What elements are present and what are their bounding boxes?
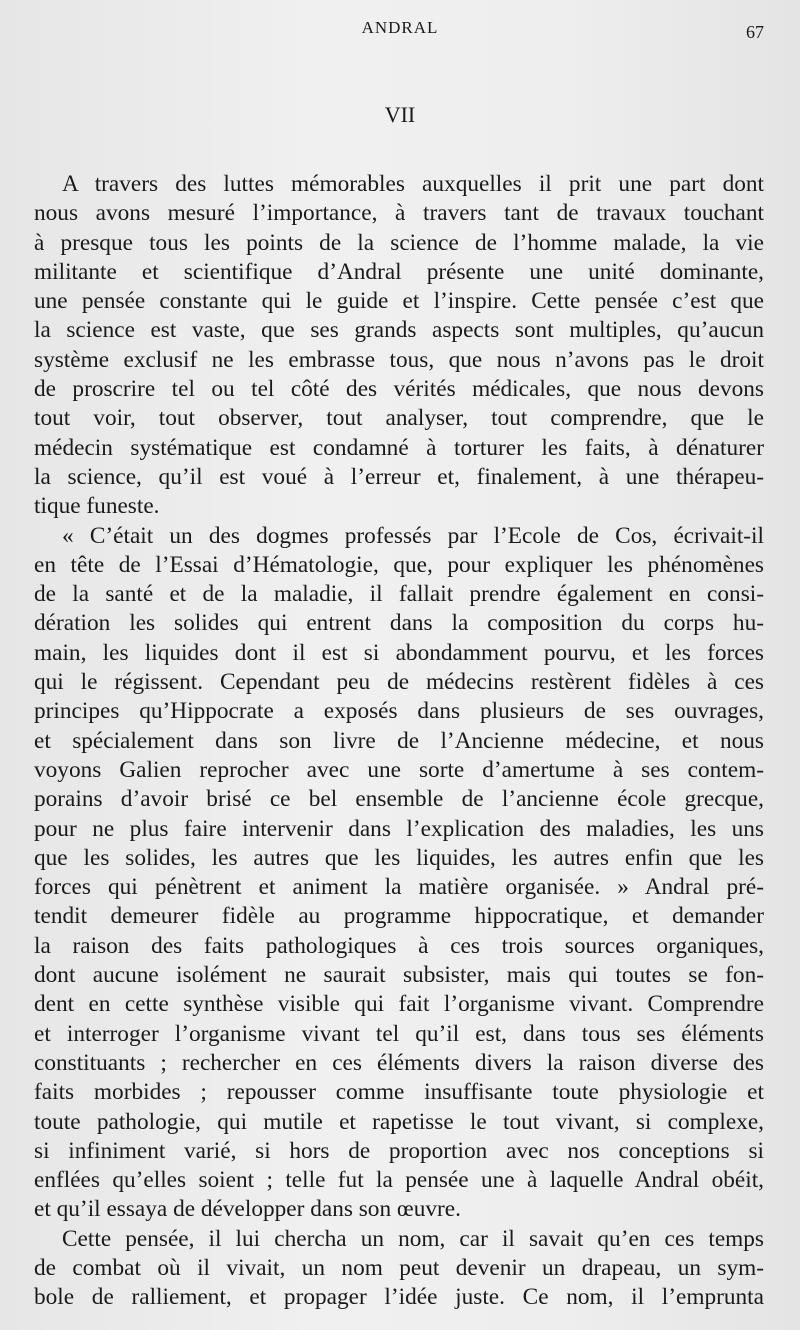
text-line: main, les liquides dont il est si abondamment pourvu, et les forces	[34, 639, 764, 666]
text-line: qui le régissent. Cependant peu de médecins restèrent fidèles à ces	[34, 669, 764, 696]
text-line: tique funeste.	[34, 493, 160, 520]
text-line: la science, qu’il est voué à l’erreur et, finalement, à une thérapeu-	[34, 463, 764, 490]
text-line: tendit demeurer fidèle au programme hippocratique, et demander	[34, 903, 764, 930]
text-line: une pensée constante qui le guide et l’inspire. Cette pensée c’est que	[34, 288, 764, 315]
text-line: dont aucune isolément ne saurait subsister, mais qui toutes se fon-	[34, 962, 764, 989]
text-line: A travers des luttes mémorables auxquelles il prit une part dont	[62, 171, 764, 197]
text-line: principes qu’Hippocrate a exposés dans plusieurs de ses ouvrages,	[34, 698, 764, 725]
text-line: « C’était un des dogmes professés par l’Ecole de Cos, écrivait-il	[62, 522, 764, 549]
text-line: enflées qu’elles soient ; telle fut la pensée une à laquelle Andral obéit,	[34, 1167, 764, 1194]
text-line: et qu’il essaya de développer dans son œuvre.	[34, 1196, 461, 1223]
text-line: faits morbides ; repousser comme insuffisante toute physiologie et	[34, 1079, 764, 1106]
text-line: de combat où il vivait, un nom peut devenir un drapeau, un sym-	[34, 1254, 764, 1281]
text-line: toute pathologie, qui mutile et rapetisse le tout vivant, si complexe,	[34, 1108, 764, 1135]
text-line: militante et scientifique d’Andral présente une unité dominante,	[34, 258, 764, 285]
text-line: Cette pensée, il lui chercha un nom, car il savait qu’en ces temps	[62, 1225, 764, 1252]
text-line: si infiniment varié, si hors de proportion avec nos conceptions si	[34, 1137, 764, 1164]
text-line: de proscrire tel ou tel côté des vérités médicales, que nous devons	[34, 376, 764, 403]
text-line: à presque tous les points de la science de l’homme malade, la vie	[34, 229, 764, 256]
text-line: la science est vaste, que ses grands aspects sont multiples, qu’aucun	[34, 317, 764, 344]
text-line: forces qui pénètrent et animent la matière organisée. » Andral pré-	[34, 874, 764, 901]
text-line: et spécialement dans son livre de l’Ancienne médecine, et nous	[34, 727, 764, 754]
text-line: voyons Galien reprocher avec une sorte d’amertume à ses contem-	[34, 756, 764, 783]
text-line: dération les solides qui entrent dans la composition du corps hu-	[34, 610, 764, 637]
text-line: la raison des faits pathologiques à ces trois sources organiques,	[34, 932, 764, 959]
text-line: que les solides, les autres que les liquides, les autres enfin que les	[34, 844, 764, 871]
page-header	[0, 18, 800, 48]
text-line: porains d’avoir brisé ce bel ensemble de l’ancienne école grecque,	[34, 786, 764, 813]
text-line: bole de ralliement, et propager l’idée juste. Ce nom, il l’emprunta	[34, 1284, 764, 1311]
text-line: nous avons mesuré l’importance, à travers tant de travaux touchant	[34, 200, 764, 227]
text-line: système exclusif ne les embrasse tous, que nous n’avons pas le droit	[34, 346, 764, 373]
text-line: tout voir, tout observer, tout analyser, tout comprendre, que le	[34, 405, 764, 432]
page-number: 67	[746, 22, 764, 42]
text-line: pour ne plus faire intervenir dans l’explication des maladies, les uns	[34, 815, 764, 842]
body-text	[34, 170, 764, 1313]
text-line: de la santé et de la maladie, il fallait prendre également en consi-	[34, 581, 764, 608]
text-line: constituants ; rechercher en ces éléments divers la raison diverse des	[34, 1049, 764, 1076]
text-line: dent en cette synthèse visible qui fait l’organisme vivant. Comprendre	[34, 991, 764, 1018]
running-title: ANDRAL	[361, 18, 439, 37]
text-line: en tête de l’Essai d’Hématologie, que, pour expliquer les phénomènes	[34, 551, 764, 578]
text-line: médecin systématique est condamné à torturer les faits, à dénaturer	[34, 434, 764, 461]
text-line: et interroger l’organisme vivant tel qu’il est, dans tous ses éléments	[34, 1020, 764, 1047]
section-heading: VII	[384, 102, 416, 127]
